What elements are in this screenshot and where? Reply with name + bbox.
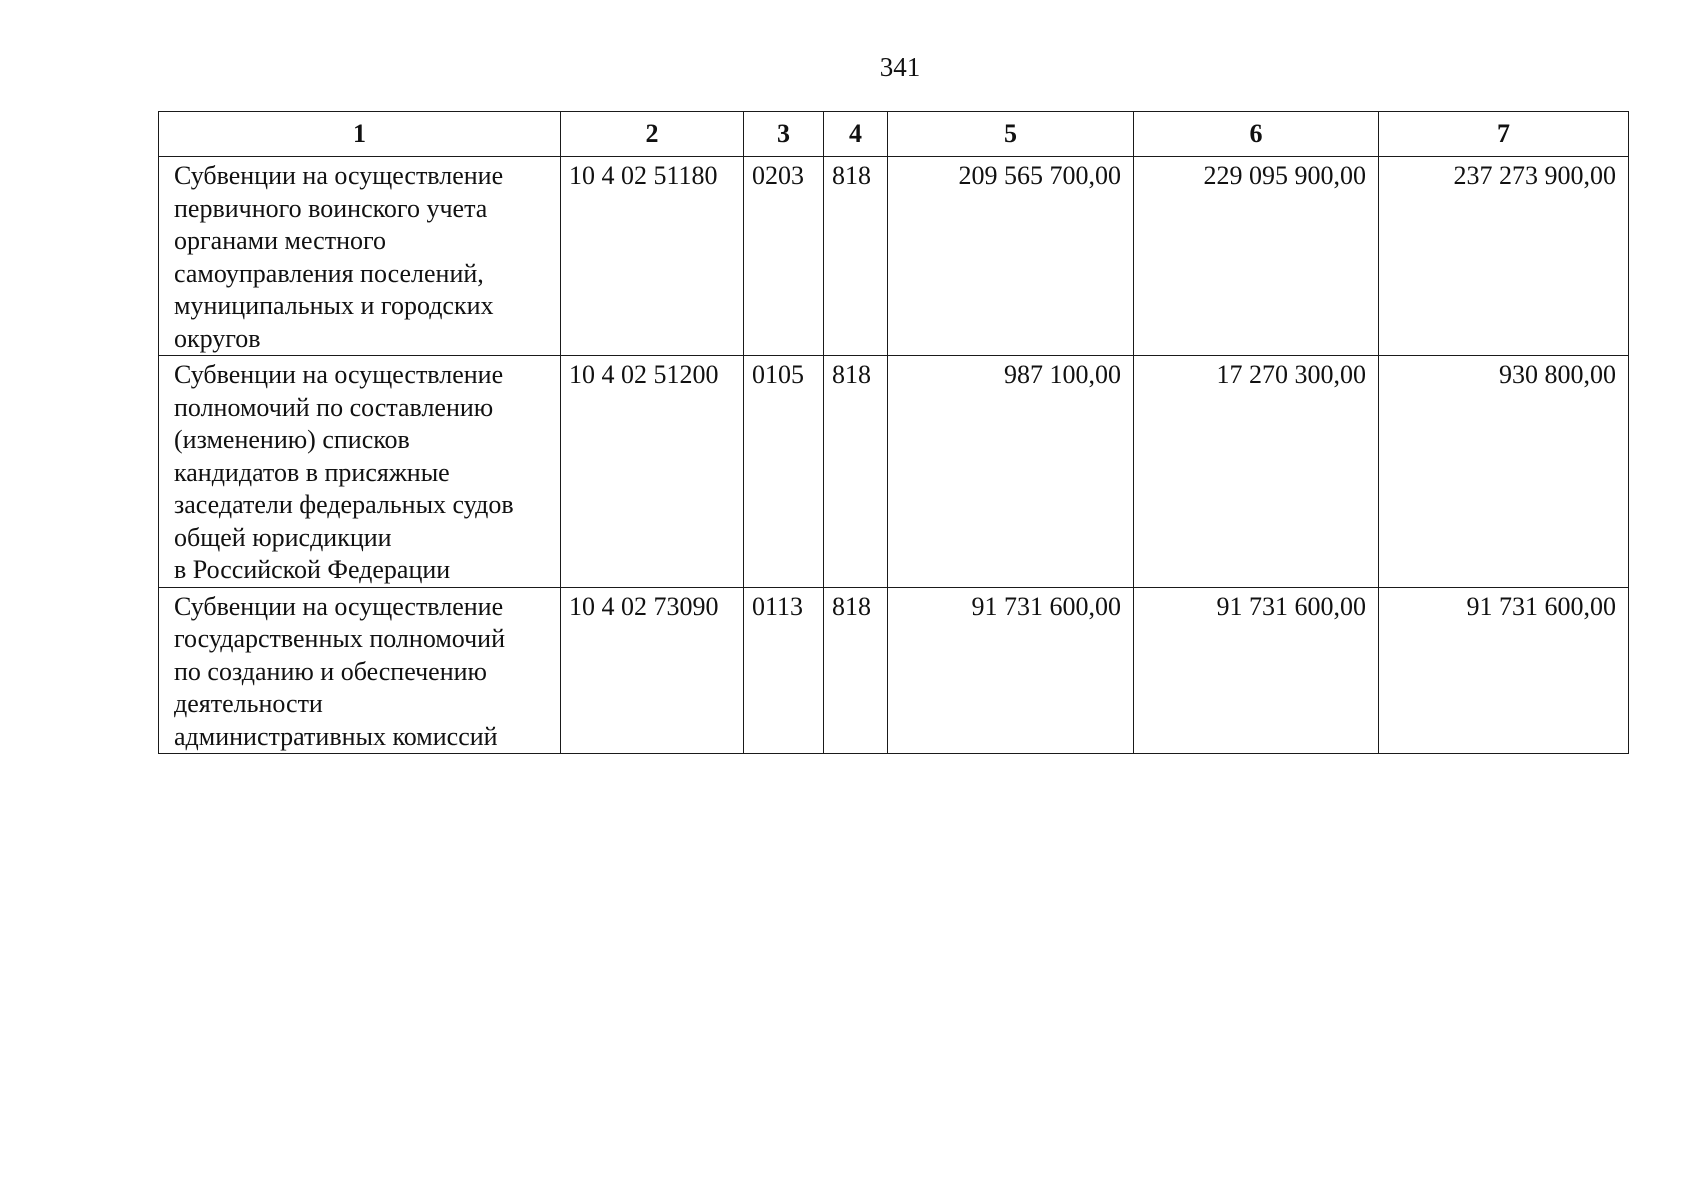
row-target-code: 10 4 02 51180 [561,157,744,356]
row-description: Субвенции на осуществление государственных полномочий по созданию и обеспечению деятельности административных комиссий [159,587,561,754]
budget-table [158,111,1629,754]
row-section-code: 0113 [744,587,824,754]
row-admin-code: 818 [824,587,888,754]
row-admin-code: 818 [824,157,888,356]
row-admin-code: 818 [824,356,888,588]
table-row [159,157,1629,356]
row-amount-col6: 229 095 900,00 [1134,157,1379,356]
column-header-3: 3 [744,112,824,157]
header-row [159,112,1629,157]
row-amount-col6: 91 731 600,00 [1134,587,1379,754]
column-header-5: 5 [888,112,1134,157]
column-header-4: 4 [824,112,888,157]
table-row [159,356,1629,588]
row-section-code: 0105 [744,356,824,588]
row-target-code: 10 4 02 73090 [561,587,744,754]
row-amount-col5: 209 565 700,00 [888,157,1134,356]
column-header-1: 1 [159,112,561,157]
column-header-7: 7 [1379,112,1629,157]
row-amount-col5: 987 100,00 [888,356,1134,588]
row-description: Субвенции на осуществление первичного воинского учета органами местного самоуправления поселений, муниципальных и городских округов [159,157,561,356]
row-amount-col6: 17 270 300,00 [1134,356,1379,588]
row-amount-col5: 91 731 600,00 [888,587,1134,754]
row-amount-col7: 91 731 600,00 [1379,587,1629,754]
row-amount-col7: 930 800,00 [1379,356,1629,588]
row-amount-col7: 237 273 900,00 [1379,157,1629,356]
page-number: 341 [879,52,921,82]
row-target-code: 10 4 02 51200 [561,356,744,588]
table-row [159,587,1629,754]
column-header-2: 2 [561,112,744,157]
row-description: Субвенции на осуществление полномочий по составлению (изменению) списков кандидатов в присяжные заседатели федеральных судов общей юрисдикции в Российской Федерации [159,356,561,588]
column-header-6: 6 [1134,112,1379,157]
row-section-code: 0203 [744,157,824,356]
